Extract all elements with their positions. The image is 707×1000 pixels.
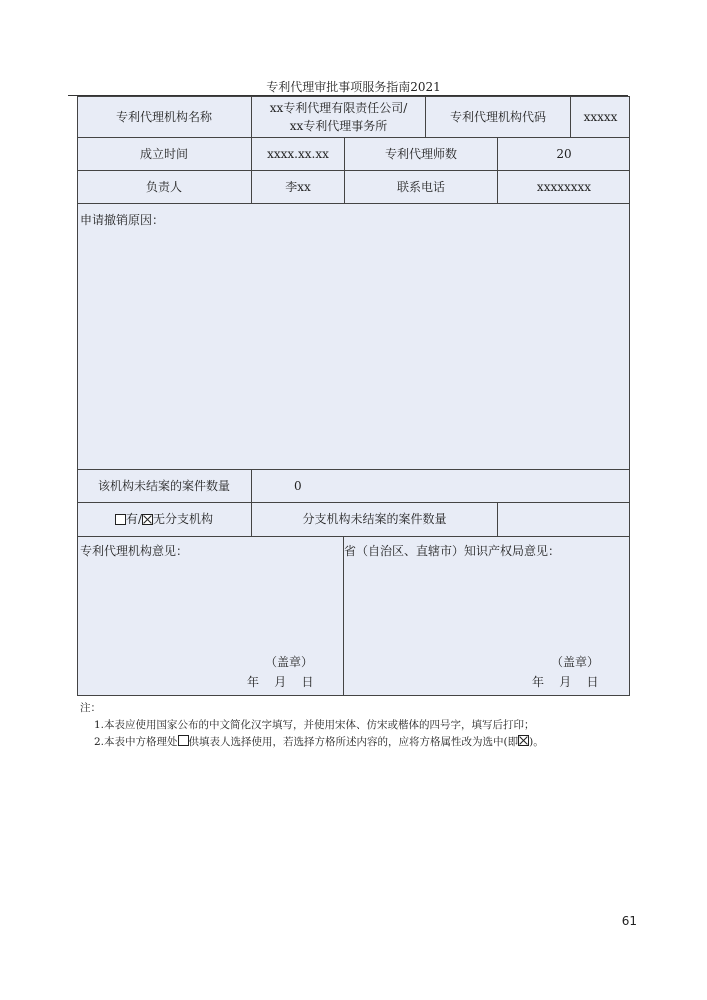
responsible-value[interactable]: 李xx	[251, 170, 344, 203]
label-agency-name: 专利代理机构名称	[115, 109, 212, 124]
revocation-form	[77, 96, 630, 696]
label-agency-opinion: 专利代理机构意见：	[80, 544, 189, 558]
page-number: 61	[621, 914, 637, 928]
note-item-2	[80, 734, 544, 751]
note-item-2-pre: 2.本表中方格理处	[94, 736, 178, 748]
label-provincial-opinion: 省（自治区、直辖市）知识产权局意见：	[344, 544, 561, 558]
notes	[80, 700, 544, 751]
checkbox-has-branch[interactable]	[115, 514, 126, 525]
row-pending-cases	[77, 469, 630, 503]
opinion-provincial-office[interactable]	[344, 536, 630, 696]
agency-name-line2: xx专利代理事务所	[289, 118, 388, 133]
note-item-1: 1.本表应使用国家公布的中文简化汉字填写，并使用宋体、仿宋或楷体的四号字，填写后打印；	[94, 719, 535, 731]
label-no-branch: 无分支机构	[153, 512, 214, 526]
branch-options	[77, 502, 251, 536]
row-established	[77, 137, 630, 171]
row-reason[interactable]	[77, 203, 630, 470]
pending-cases-value[interactable]: 0	[251, 469, 630, 502]
agency-name-line1: xx专利代理有限责任公司/	[269, 100, 408, 115]
branch-pending-value[interactable]	[497, 502, 630, 536]
label-phone: 联系电话	[344, 170, 497, 203]
agency-code-value[interactable]: xxxxx	[570, 96, 630, 137]
label-agency-code: 专利代理机构代码	[425, 96, 570, 137]
label-reason: 申请撤销原因：	[80, 213, 165, 227]
established-value[interactable]: xxxx.xx.xx	[251, 137, 344, 170]
label-pending-cases: 该机构未结案的案件数量	[97, 478, 230, 493]
label-responsible: 负责人	[145, 179, 182, 194]
row-agency-name	[77, 96, 630, 138]
empty-checkbox-icon	[178, 735, 189, 746]
notes-title: 注：	[80, 702, 101, 714]
label-branch-pending: 分支机构未结案的案件数量	[251, 502, 497, 536]
row-branch	[77, 502, 630, 537]
note-item-2-post: )。	[529, 736, 544, 748]
checked-box-icon	[518, 735, 529, 746]
label-agent-count: 专利代理师数	[344, 137, 497, 170]
provincial-opinion-date: 年 月 日	[532, 675, 599, 689]
document-header: 专利代理审批事项服务指南2021	[266, 80, 441, 94]
agent-count-value[interactable]: 20	[497, 137, 630, 170]
opinion-agency[interactable]	[77, 536, 343, 696]
agency-opinion-date: 年 月 日	[247, 675, 314, 689]
agency-stamp: （盖章）	[265, 655, 314, 669]
checkbox-no-branch[interactable]	[142, 514, 153, 525]
label-has-branch: 有/	[125, 512, 143, 526]
label-established: 成立时间	[139, 146, 188, 161]
agency-name-value[interactable]	[251, 96, 425, 137]
note-item-2-mid: 供填表人选择使用，若选择方格所述内容的，应将方格属性改为选中(即	[188, 736, 519, 748]
provincial-stamp: （盖章）	[551, 655, 600, 669]
row-opinions	[77, 536, 630, 696]
phone-value[interactable]: xxxxxxxx	[497, 170, 630, 203]
row-responsible	[77, 170, 630, 204]
